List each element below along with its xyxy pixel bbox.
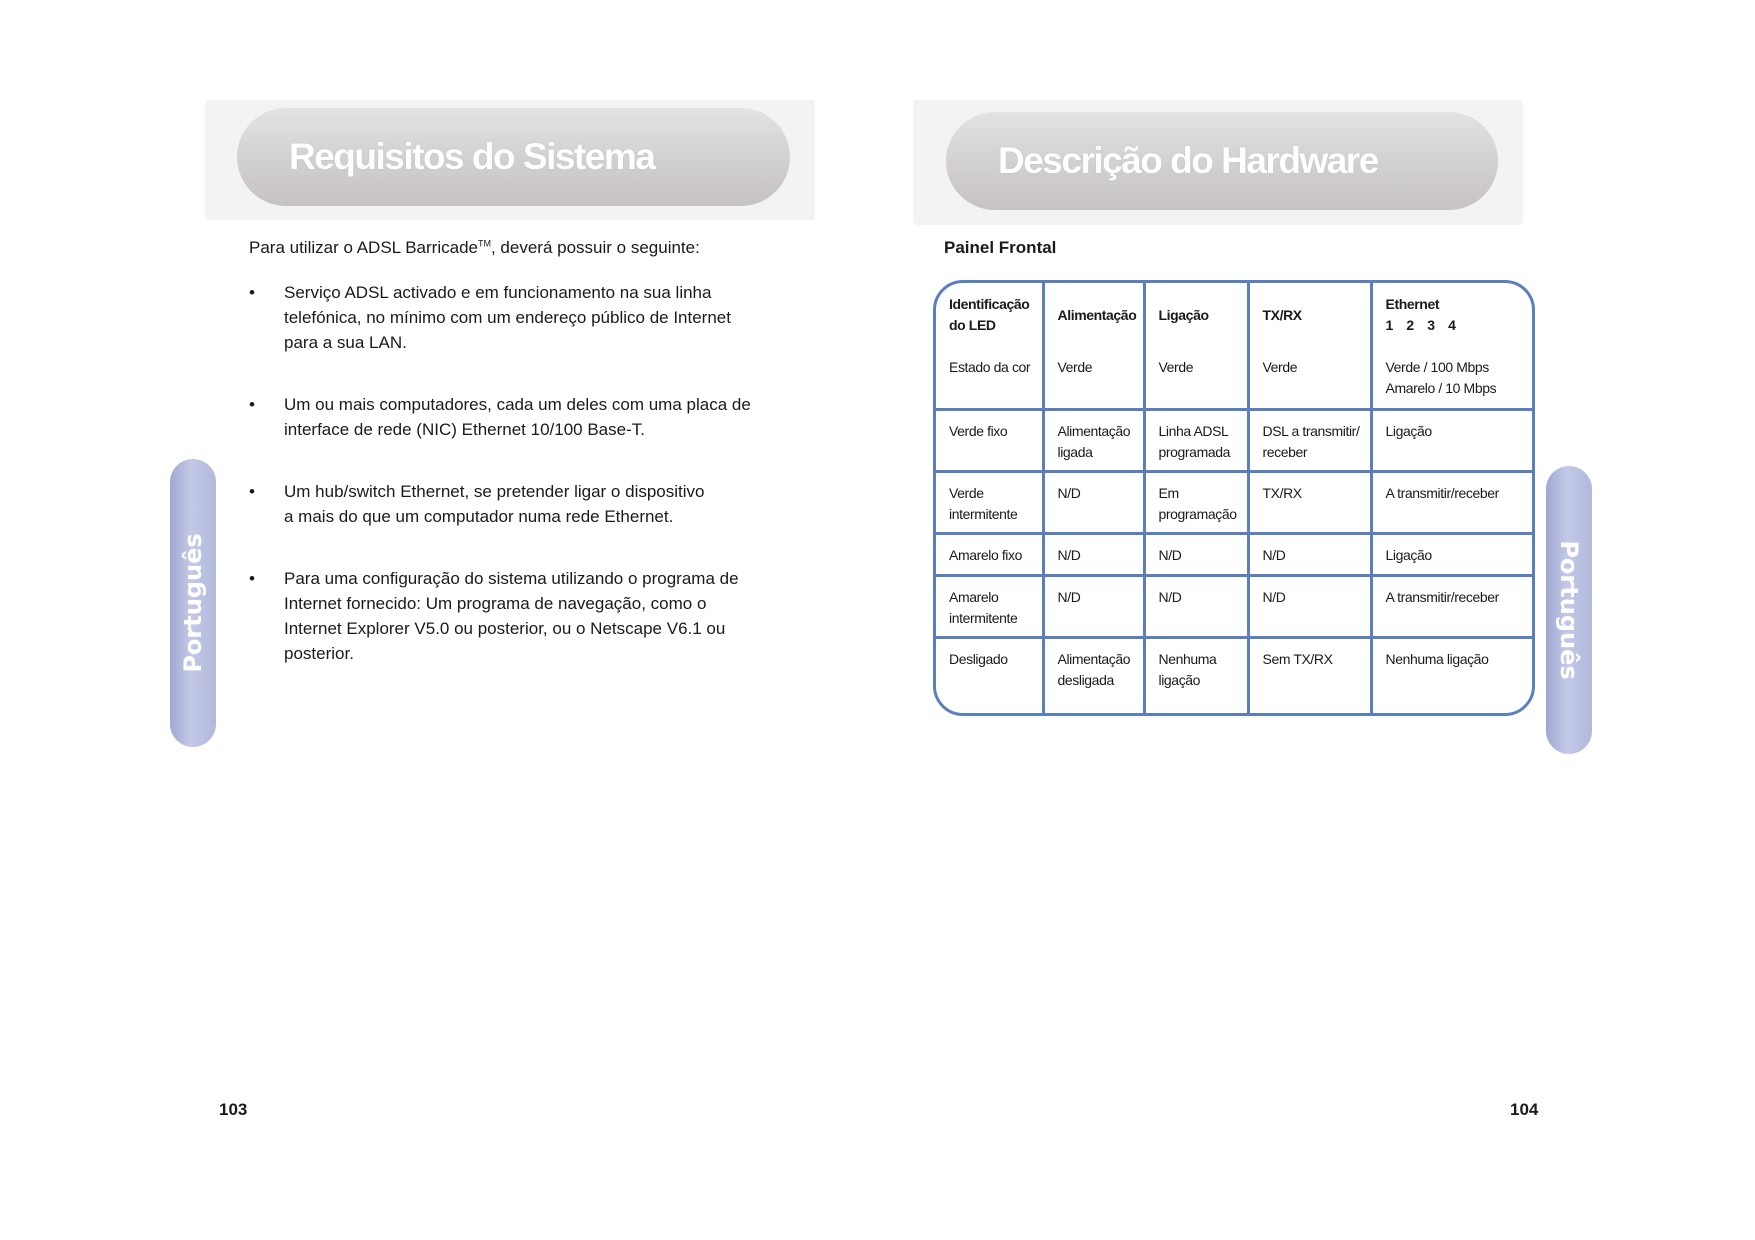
- table-row: [936, 575, 1532, 637]
- table-cell: N/D: [1043, 575, 1144, 637]
- language-side-tab: Português: [1546, 466, 1592, 754]
- table-cell: Ligação: [1371, 409, 1532, 471]
- page-title: Requisitos do Sistema: [237, 108, 790, 206]
- table-cell: Verde: [1043, 347, 1144, 409]
- table-cell: Nenhuma ligação: [1371, 637, 1532, 713]
- table-cell: N/D: [1144, 533, 1248, 575]
- header-cell: Identificação do LED: [936, 283, 1043, 347]
- table-cell: Alimentação ligada: [1043, 409, 1144, 471]
- table-cell: Ligação: [1371, 533, 1532, 575]
- page-number: 103: [219, 1100, 248, 1119]
- table-cell: A transmitir/receber: [1371, 471, 1532, 533]
- table-row: [936, 533, 1532, 575]
- table-cell: Verde: [1248, 347, 1371, 409]
- list-item: • Um ou mais computadores, cada um deles com uma placa de interface de rede (NIC) Ethernet 10/100 Base-T.: [249, 392, 829, 442]
- bullet-icon: •: [249, 395, 255, 414]
- bullet-icon: •: [249, 283, 255, 302]
- right-page: [878, 0, 1755, 1240]
- table-cell: Alimentação desligada: [1043, 637, 1144, 713]
- table-row: [936, 637, 1532, 713]
- table-cell: Linha ADSL programada: [1144, 409, 1248, 471]
- bullet-icon: •: [249, 569, 255, 588]
- header-cell: Alimentação: [1043, 283, 1144, 347]
- table-cell: TX/RX: [1248, 471, 1371, 533]
- table-cell: N/D: [1043, 471, 1144, 533]
- list-item: • Serviço ADSL activado e em funcionamento na sua linha telefónica, no mínimo com um endereço público de Internet para a sua LAN.: [249, 280, 829, 355]
- left-page: [0, 0, 877, 1240]
- table-cell: Nenhuma ligação: [1144, 637, 1248, 713]
- table-cell: Verde: [1144, 347, 1248, 409]
- table-cell: Verde / 100 Mbps Amarelo / 10 Mbps: [1371, 347, 1532, 409]
- table-header-row: [936, 283, 1532, 347]
- table-cell: N/D: [1248, 575, 1371, 637]
- table-cell: Estado da cor: [936, 347, 1043, 409]
- table-cell: Em programação: [1144, 471, 1248, 533]
- bullet-icon: •: [249, 482, 255, 501]
- header-cell: TX/RX: [1248, 283, 1371, 347]
- table-row: [936, 347, 1532, 409]
- section-heading: Painel Frontal: [944, 238, 1057, 257]
- table-cell: Desligado: [936, 637, 1043, 713]
- list-item: • Para uma configuração do sistema utilizando o programa de Internet fornecido: Um programa de navegação, como o Internet Explorer V5.0 ou posterior, ou o Netscape V6.1 ou posterior.: [249, 566, 829, 666]
- page-number: 104: [1510, 1100, 1539, 1119]
- table-row: [936, 409, 1532, 471]
- header-cell: Ethernet 1 2 3 4: [1371, 283, 1532, 347]
- table-cell: Verde intermitente: [936, 471, 1043, 533]
- table-cell: N/D: [1144, 575, 1248, 637]
- table-cell: Verde fixo: [936, 409, 1043, 471]
- table-cell: Amarelo intermitente: [936, 575, 1043, 637]
- table-cell: N/D: [1043, 533, 1144, 575]
- header-cell: Ligação: [1144, 283, 1248, 347]
- page-title: Descrição do Hardware: [946, 112, 1498, 210]
- table-cell: N/D: [1248, 533, 1371, 575]
- table-cell: A transmitir/receber: [1371, 575, 1532, 637]
- list-item: • Um hub/switch Ethernet, se pretender ligar o dispositivo a mais do que um computador numa rede Ethernet.: [249, 479, 829, 529]
- table-cell: Amarelo fixo: [936, 533, 1043, 575]
- table-cell: DSL a transmitir/ receber: [1248, 409, 1371, 471]
- intro-text: Para utilizar o ADSL Barricade™, deverá possuir o seguinte:: [249, 238, 700, 257]
- led-table: [933, 280, 1535, 716]
- table-cell: Sem TX/RX: [1248, 637, 1371, 713]
- requirements-list: [249, 280, 829, 703]
- language-side-tab: Português: [170, 459, 216, 747]
- table-row: [936, 471, 1532, 533]
